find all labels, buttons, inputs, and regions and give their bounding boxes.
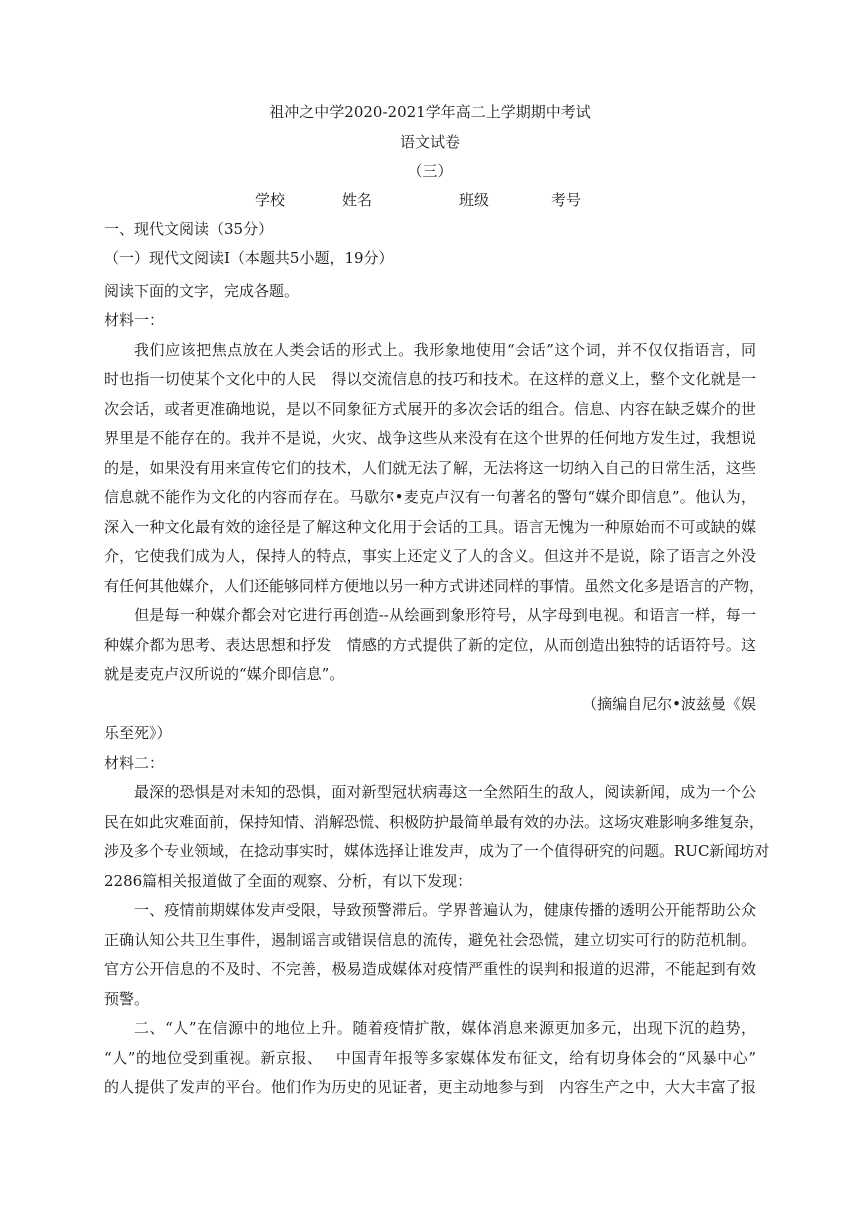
school-field-label: 学校	[255, 191, 286, 209]
material-two-line: 二、“人”在信源中的地位上升。随着疫情扩散，媒体消息来源更加多元，出现下沉的趋势，	[134, 1019, 756, 1037]
exam-number-field-label: 考号	[551, 191, 582, 209]
section-subheading: （一）现代文阅读Ⅰ（本题共5小题，19分）	[104, 249, 394, 267]
material-two-line: 涉及多个专业领域，在捻动事实时，媒体选择让谁发声，成为了一个值得研究的问题。RUC新闻坊对	[104, 842, 770, 860]
reading-instruction: 阅读下面的文字，完成各题。	[104, 282, 300, 300]
material-one-line: 信息就不能作为文化的内容而存在。马歇尔•麦克卢汉有一句著名的警句“媒介即信息”。他认为，	[104, 488, 756, 506]
material-one-line: 次会话，或者更准确地说，是以不同象征方式展开的多次会话的组合。信息、内容在缺乏媒介的世	[104, 400, 756, 418]
material-two-line: 2286篇相关报道做了全面的观察、分析，有以下发现：	[104, 872, 473, 890]
material-two-line: 一、疫情前期媒体发声受限，导致预警滞后。学界普遍认为，健康传播的透明公开能帮助公众	[134, 901, 756, 919]
material-two-line: 正确认知公共卫生事件，遏制谣言或错误信息的流传，避免社会恐慌，建立切实可行的防范机制。	[104, 931, 756, 949]
material-two-line: 民在如此灾难面前，保持知情、消解恐慌、积极防护最简单最有效的办法。这场灾难影响多维复杂，	[104, 813, 765, 831]
document-title: 祖冲之中学2020-2021学年高二上学期期中考试	[269, 103, 591, 121]
material-one-line: 有任何其他媒介，人们还能够同样方便地以另一种方式讲述同样的事情。虽然文化多是语言的产物，	[104, 577, 765, 595]
material-one-line: 我们应该把焦点放在人类会话的形式上。我形象地使用“会话”这个词，并不仅仅指语言，同	[134, 341, 756, 359]
class-field-label: 班级	[459, 191, 490, 209]
material-two-label: 材料二：	[104, 754, 165, 772]
section-heading: 一、现代文阅读（35分）	[104, 220, 274, 238]
student-info-row	[0, 190, 860, 210]
material-one-line: 介，它使我们成为人，保持人的特点，事实上还定义了人的含义。但这并不是说，除了语言之外没	[104, 547, 756, 565]
material-two-line: 的人提供了发声的平台。他们作为历史的见证者，更主动地参与到 内容生产之中，大大丰富了报	[104, 1078, 756, 1096]
material-two-line: 最深的恐惧是对未知的恐惧，面对新型冠状病毒这一全然陌生的敌人，阅读新闻，成为一个公	[134, 783, 756, 801]
name-field-label: 姓名	[342, 191, 373, 209]
material-one-label: 材料一：	[104, 311, 165, 329]
material-one-source: （摘编自尼尔•波兹曼《娱	[582, 695, 756, 713]
material-one-source-continued: 乐至死》）	[104, 724, 172, 742]
material-two-line: “人”的地位受到重视。新京报、 中国青年报等多家媒体发布征文，给有切身体会的“风暴中心”	[104, 1049, 756, 1067]
material-one-line: 种媒介都为思考、表达思想和抒发 情感的方式提供了新的定位，从而创造出独特的话语符号。这	[104, 636, 756, 654]
material-one-line: 就是麦克卢汉所说的“媒介即信息”。	[104, 665, 345, 683]
material-one-line: 但是每一种媒介都会对它进行再创造--从绘画到象形符号，从字母到电视。和语言一样，每一	[134, 606, 756, 624]
material-two-line: 预警。	[104, 990, 150, 1008]
document-subtitle: 语文试卷	[399, 133, 460, 151]
material-one-line: 的是，如果没有用来宣传它们的技术，人们就无法了解，无法将这一切纳入自己的日常生活，这些	[104, 459, 756, 477]
material-one-line: 时也指一切使某个文化中的人民 得以交流信息的技巧和技术。在这样的意义上，整个文化就是一	[104, 370, 756, 388]
material-two-line: 官方公开信息的不及时、不完善，极易造成媒体对疫情严重性的误判和报道的迟滞，不能起到有效	[104, 960, 756, 978]
material-one-line: 界里是不能存在的。我并不是说，火灾、战争这些从来没有在这个世界的任何地方发生过，我想说	[104, 429, 756, 447]
material-one-line: 深入一种文化最有效的途径是了解这种文化用于会话的工具。语言无愧为一种原始而不可或缺的媒	[104, 518, 756, 536]
document-part: （三）	[407, 162, 453, 180]
